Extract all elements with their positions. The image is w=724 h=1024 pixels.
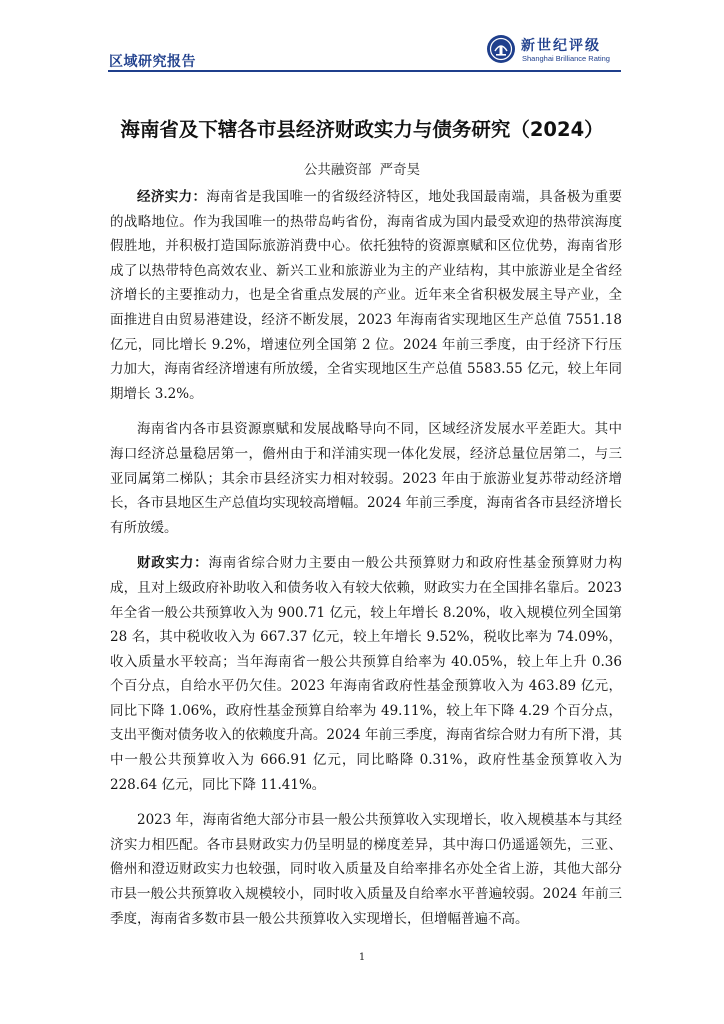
paragraph-lead: 财政实力： [137, 555, 209, 572]
report-title: 海南省及下辖各市县经济财政实力与债务研究（2024） [120, 118, 604, 141]
paragraph-economic-strength [110, 185, 622, 406]
paragraph-fiscal-strength [110, 551, 622, 797]
paragraph-lead: 经济实力： [137, 189, 207, 205]
paragraph-county-fiscal [110, 808, 622, 931]
page-header [0, 0, 724, 70]
paragraph-text: 2023 年，海南省绝大部分市县一般公共预算收入实现增长，收入规模基本与其经济实力相匹配。各市县财政实力仍呈明显的梯度差异，其中海口仍遥遥领先，三亚、儋州和澄迈财政实力也较强，同时收入质量及自给率排名亦处全省上游，其他大部分市县一般公共预算收入规模较小，同时收入质量及自给率水平普遍较弱。2024 年前三季度，海南省多数市县一般公共预算收入实现增长，但增幅普遍不高。 [110, 812, 622, 927]
page-number: 1 [358, 952, 366, 963]
brand-name-cn: 新世纪评级 [521, 38, 601, 54]
rating-agency-emblem-icon [486, 34, 516, 64]
paragraph-regional-economy [110, 417, 622, 540]
paragraph-text: 海南省是我国唯一的省级经济特区，地处我国最南端，具备极为重要的战略地位。作为我国唯一的热带岛屿省份，海南省成为国内最受欢迎的热带滨海度假胜地，并积极打造国际旅游消费中心。依托独特的资源禀赋和区位优势，海南省形成了以热带特色高效农业、新兴工业和旅游业为主的产业结构，其中旅游业是全省经济增长的主要推动力，也是全省重点发展的产业。近年来全省积极发展主导产业，全面推进自由贸易港建设，经济不断发展，2023 年海南省实现地区生产总值 7551.18 亿元，同比增长 9.2%，增速位列全国第 2 位。2024 年前三季度，由于经济下行压力加大，海南省经济增速有所放缓，全省实现地区生产总值 5583.55 亿元，较上年同期增长 3.2%。 [110, 189, 623, 402]
paragraph-text: 海南省内各市县资源禀赋和发展战略导向不同，区域经济发展水平差距大。其中海口经济总量稳居第一，儋州由于和洋浦实现一体化发展，经济总量位居第二，与三亚同属第二梯队；其余市县经济实力相对较弱。2023 年由于旅游业复苏带动经济增长，各市县地区生产总值均实现较高增幅。2024 年前三季度，海南省各市县经济增长有所放缓。 [110, 421, 622, 536]
report-body [110, 185, 622, 942]
brand-logo [486, 34, 626, 66]
author-line: 公共融资部 严奇昊 [303, 162, 421, 178]
paragraph-text: 海南省综合财力主要由一般公共预算财力和政府性基金预算财力构成，且对上级政府补助收入和债务收入有较大依赖，财政实力在全国排名靠后。2023 年全省一般公共预算收入为 900.71 亿元，较上年增长 8.20%，收入规模位列全国第 28 名，其中税收收入为 667.37 亿元，较上年增长 9.52%，税收比率为 74.09%，收入质量水平较高；当年海南省一般公共预算自给率为 40.05%，较上年上升 0.36 个百分点，自给水平仍欠佳。2023 年海南省政府性基金预算收入为 463.89 亿元，同比下降 1.06%，政府性基金预算自给率为 49.11%，较上年下降 4.29 个百分点，支出平衡对债务收入的依赖度升高。2024 年前三季度，海南省综合财力有所下滑，其中一般公共预算收入为 666.91 亿元，同比略降 0.31%，政府性基金预算收入为 228.64 亿元，同比下降 11.41%。 [110, 555, 623, 793]
brand-name-en: Shanghai Brilliance Rating [522, 54, 610, 63]
header-divider [108, 70, 621, 72]
report-category-label: 区域研究报告 [109, 54, 196, 70]
